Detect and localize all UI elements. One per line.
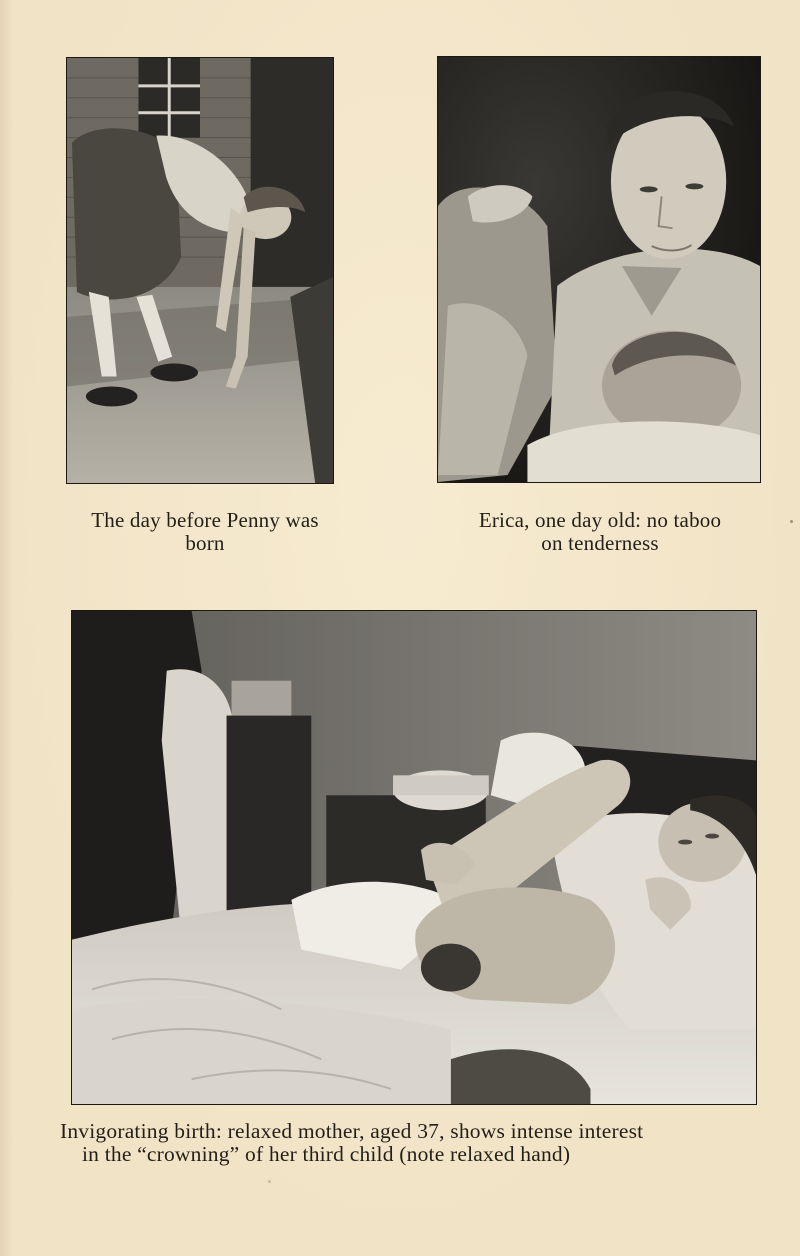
caption-penny-line-2: born — [185, 531, 225, 555]
photo-penny-day-before — [66, 57, 334, 484]
caption-penny-line-1: The day before Penny was — [91, 508, 319, 532]
caption-penny — [60, 509, 350, 555]
caption-erica-line-1: Erica, one day old: no taboo — [478, 508, 722, 532]
caption-birth-line-2: in the “crowning” of her third child (note relaxed hand) — [82, 1142, 571, 1166]
paper-speck — [790, 520, 793, 523]
caption-birth — [60, 1120, 776, 1166]
photo-erica-image — [438, 57, 760, 482]
caption-erica — [430, 509, 770, 555]
photo-birth-scene — [71, 610, 757, 1105]
caption-birth-line-1: Invigorating birth: relaxed mother, aged 37, shows intense interest — [60, 1119, 644, 1143]
photo-birth-image — [72, 611, 756, 1104]
photo-penny-image — [67, 58, 333, 483]
paper-speck — [268, 1180, 271, 1183]
caption-erica-line-2: on tenderness — [541, 531, 659, 555]
photo-erica-newborn — [437, 56, 761, 483]
